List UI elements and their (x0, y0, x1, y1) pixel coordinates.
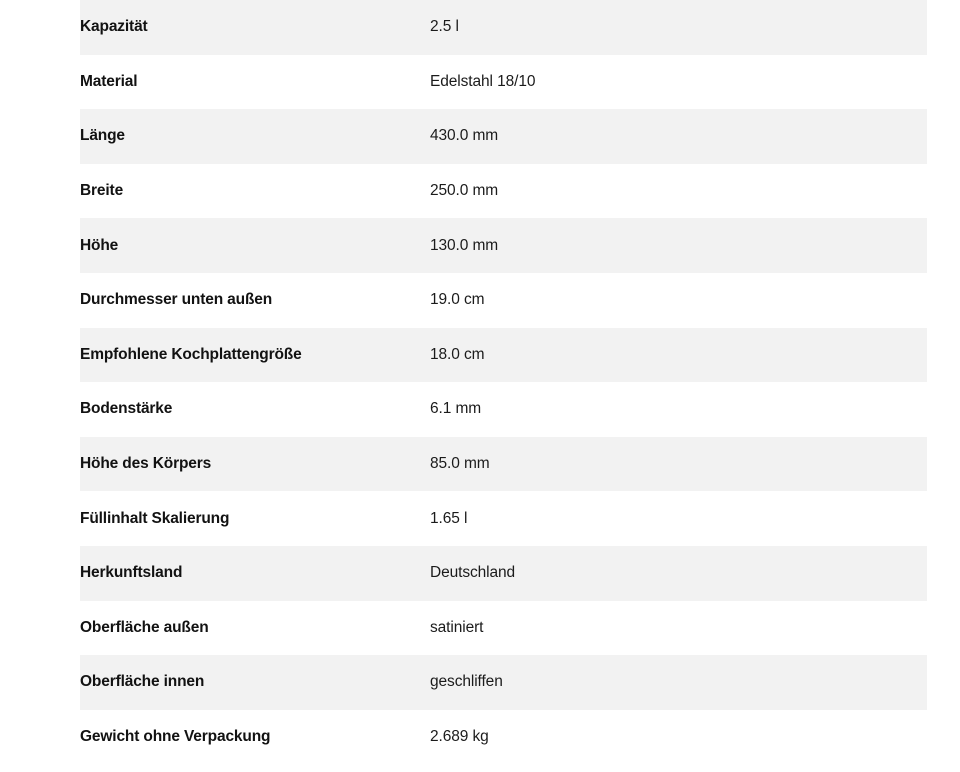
spec-label: Empfohlene Kochplattengröße (80, 345, 302, 363)
table-row (80, 328, 927, 383)
spec-label: Kapazität (80, 18, 148, 36)
table-row (80, 0, 927, 55)
table-row (80, 218, 927, 273)
table-row (80, 273, 927, 328)
spec-label: Bodenstärke (80, 400, 173, 418)
spec-value: Deutschland (430, 564, 516, 582)
spec-value: Edelstahl 18/10 (430, 72, 536, 90)
spec-label: Oberfläche außen (80, 618, 209, 636)
table-row (80, 437, 927, 492)
spec-value: 2.5 l (430, 18, 459, 36)
spec-label: Höhe (80, 236, 119, 254)
table-row (80, 655, 927, 710)
table-row (80, 710, 927, 765)
table-row (80, 382, 927, 437)
spec-value: 6.1 mm (430, 400, 482, 418)
spec-value: 85.0 mm (430, 455, 490, 473)
table-row (80, 55, 927, 110)
spec-label: Höhe des Körpers (80, 455, 212, 473)
table-row (80, 491, 927, 546)
spec-value: 430.0 mm (430, 127, 499, 145)
spec-label: Oberfläche innen (80, 673, 205, 691)
table-row (80, 164, 927, 219)
specification-table (80, 0, 927, 764)
table-row (80, 109, 927, 164)
spec-value: 19.0 cm (430, 291, 485, 309)
spec-label: Länge (80, 127, 125, 145)
spec-label: Herkunftsland (80, 564, 183, 582)
spec-label: Füllinhalt Skalierung (80, 509, 230, 527)
spec-label: Durchmesser unten außen (80, 291, 273, 309)
table-row (80, 546, 927, 601)
spec-value: 1.65 l (430, 509, 468, 527)
spec-value: 250.0 mm (430, 182, 499, 200)
spec-value: satiniert (430, 618, 484, 636)
spec-value: 130.0 mm (430, 236, 499, 254)
spec-value: geschliffen (430, 673, 503, 691)
table-row (80, 601, 927, 656)
spec-label: Gewicht ohne Verpackung (80, 728, 271, 746)
spec-value: 18.0 cm (430, 345, 485, 363)
specification-table-body (80, 0, 927, 764)
spec-label: Material (80, 72, 138, 90)
spec-label: Breite (80, 182, 124, 200)
spec-value: 2.689 kg (430, 728, 489, 746)
